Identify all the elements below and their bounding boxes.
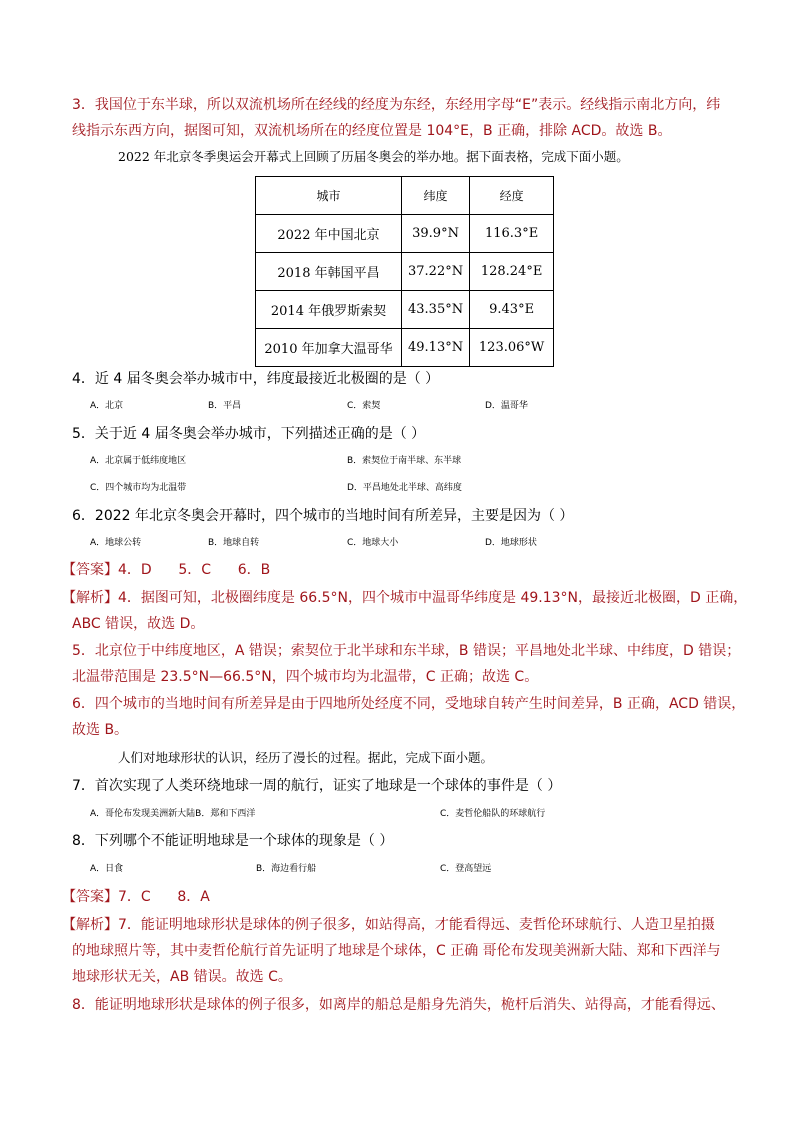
explanation-label: 【解析】 — [62, 917, 118, 933]
answer-label: 【答案】 — [62, 889, 118, 905]
question-6-options — [0, 533, 794, 553]
option-a: A．地球公转 — [90, 538, 142, 548]
question-5-options-row-1 — [0, 451, 794, 471]
table-header-row — [256, 177, 554, 215]
header-longitude: 经度 — [470, 177, 554, 215]
option-a: A．日食 — [90, 864, 124, 874]
explanation-4-line-1 — [62, 588, 747, 608]
explanation-label: 【解析】 — [62, 590, 118, 606]
option-c: C．麦哲伦船队的环球航行 — [440, 809, 546, 819]
explanation-7-line-2: 的地球照片等，其中麦哲伦航行首先证明了地球是个球体，C 正确 哥伦布发现美洲新大陆、郑和下西洋与 — [72, 943, 721, 959]
question-7-stem: 7．首次实现了人类环绕地球一周的航行，证实了地球是一个球体的事件是（ ） — [72, 778, 562, 794]
header-city: 城市 — [256, 177, 402, 215]
option-a: A．北京 — [90, 401, 124, 411]
answer-label: 【答案】 — [62, 562, 118, 578]
explanation-text: 7．能证明地球形状是球体的例子很多，如站得高，才能看得远、麦哲伦环球航行、人造卫星拍摄 — [118, 917, 715, 933]
option-b: B．地球自转 — [208, 538, 260, 548]
option-d: D．平昌地处北半球、高纬度 — [347, 483, 462, 493]
table-cell-longitude: 116.3°E — [470, 215, 554, 253]
question-6-stem: 6．2022 年北京冬奥会开幕时，四个城市的当地时间有所差异，主要是因为（ ） — [72, 508, 574, 524]
table-cell-latitude: 43.35°N — [402, 291, 470, 329]
table-cell-latitude: 39.9°N — [402, 215, 470, 253]
intro-earth-shape: 人们对地球形状的认识，经历了漫长的过程。据此，完成下面小题。 — [118, 750, 494, 765]
table-row — [256, 215, 554, 253]
question-5-stem: 5．关于近 4 届冬奥会举办城市，下列描述正确的是（ ） — [72, 426, 426, 442]
table-cell-latitude: 37.22°N — [402, 253, 470, 291]
question-8-options — [0, 859, 794, 879]
table-cell-latitude: 49.13°N — [402, 329, 470, 367]
explanation-7-line-3: 地球形状无关，AB 错误。故选 C。 — [72, 969, 292, 985]
question-5-options-row-2 — [0, 478, 794, 498]
table-row — [256, 329, 554, 367]
explanation-text: 4．据图可知，北极圈纬度是 66.5°N，四个城市中温哥华纬度是 49.13°N，最接近北极圈，D 正确， — [118, 590, 748, 606]
header-latitude: 纬度 — [402, 177, 470, 215]
explanation-5-line-2: 北温带范围是 23.5°N—66.5°N，四个城市均为北温带，C 正确；故选 C。 — [72, 669, 539, 685]
question-7-options — [0, 804, 794, 824]
option-d: D．温哥华 — [485, 401, 528, 411]
question-4-stem: 4．近 4 届冬奥会举办城市中，纬度最接近北极圈的是（ ） — [72, 371, 440, 387]
table-cell-city: 2018 年韩国平昌 — [256, 253, 402, 291]
answer-block-2 — [62, 887, 210, 907]
option-c: C．登高望远 — [440, 864, 492, 874]
option-c: C．四个城市均为北温带 — [90, 483, 187, 493]
explanation-8-line-1: 8．能证明地球形状是球体的例子很多，如离岸的船总是船身先消失，桅杆后消失、站得高，才能看得远、 — [72, 997, 725, 1013]
olympic-cities-table — [255, 176, 554, 367]
table-cell-longitude: 128.24°E — [470, 253, 554, 291]
explanation-5-line-1: 5．北京位于中纬度地区，A 错误；索契位于北半球和东半球，B 错误；平昌地处北半球、中纬度，D 错误； — [72, 643, 741, 659]
table-cell-city: 2010 年加拿大温哥华 — [256, 329, 402, 367]
option-b: B．平昌 — [208, 401, 242, 411]
table-cell-longitude: 123.06°W — [470, 329, 554, 367]
intro-winter-olympics: 2022 年北京冬季奥运会开幕式上回顾了历届冬奥会的举办地。据下面表格，完成下面小题。 — [118, 149, 629, 164]
option-b: B．索契位于南半球、东半球 — [347, 456, 462, 466]
answer-block-1 — [62, 560, 270, 580]
option-a: A．北京属于低纬度地区 — [90, 456, 187, 466]
option-ab: A．哥伦布发现美洲新大陆B．郑和下西洋 — [90, 809, 256, 819]
question-8-stem: 8．下列哪个不能证明地球是一个球体的现象是（ ） — [72, 833, 394, 849]
answer-text: 7．C 8．A — [118, 889, 210, 905]
explanation-6-line-1: 6．四个城市的当地时间有所差异是由于四地所处经度不同，受地球自转产生时间差异，B 正确，ACD 错误， — [72, 696, 746, 712]
explanation-3-line-1: 3．我国位于东半球，所以双流机场所在经线的经度为东经，东经用字母“E”表示。经线指示南北方向，纬 — [72, 97, 721, 113]
explanation-3-line-2: 线指示东西方向，据图可知，双流机场所在的经度位置是 104°E，B 正确，排除 ACD。故选 B。 — [72, 123, 672, 139]
table-row — [256, 291, 554, 329]
option-c: C．地球大小 — [347, 538, 399, 548]
explanation-7-line-1 — [62, 915, 715, 935]
option-b: B．海边看行船 — [256, 864, 317, 874]
question-4-options — [0, 396, 794, 416]
table-cell-longitude: 9.43°E — [470, 291, 554, 329]
table-cell-city: 2022 年中国北京 — [256, 215, 402, 253]
answer-text: 4．D 5．C 6．B — [118, 562, 271, 578]
explanation-4-line-2: ABC 错误，故选 D。 — [72, 616, 205, 632]
table-cell-city: 2014 年俄罗斯索契 — [256, 291, 402, 329]
table-row — [256, 253, 554, 291]
explanation-6-line-2: 故选 B。 — [72, 722, 129, 738]
option-c: C．索契 — [347, 401, 381, 411]
option-d: D．地球形状 — [485, 538, 537, 548]
